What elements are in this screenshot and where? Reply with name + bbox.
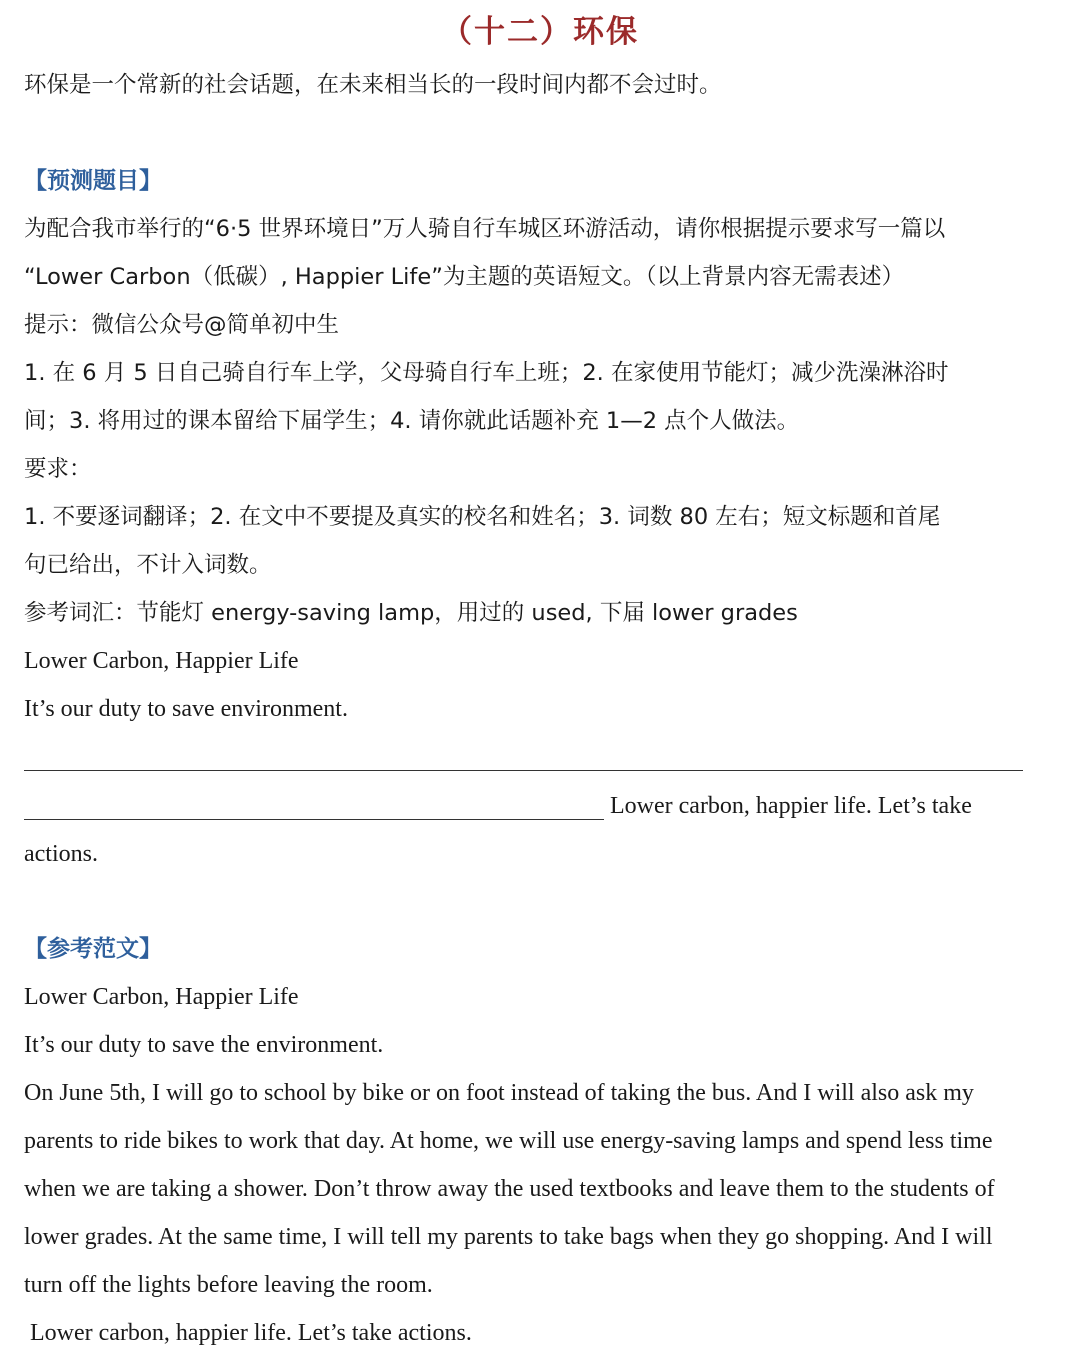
requirements-line-1: 1. 不要逐词翻译；2. 在文中不要提及真实的校名和姓名；3. 词数 80 左右；短文标题和首尾 <box>24 504 941 530</box>
essay-closing: Lower carbon, happier life. Let’s take <box>610 793 972 819</box>
requirements-label: 要求： <box>24 456 92 482</box>
hint-text: 提示：微信公众号@简单初中生 <box>24 312 340 338</box>
essay-closing-end: actions. <box>24 841 98 867</box>
page-title: （十二）环保 <box>441 14 639 50</box>
prompt-line-2: “Lower Carbon（低碳）, Happier Life”为主题的英语短文。（以上背景内容无需表述） <box>24 264 905 290</box>
sample-body-line: turn off the lights before leaving the room. <box>24 1272 433 1298</box>
sample-body-line: parents to ride bikes to work that day. At home, we will use energy-saving lamps and spend less time <box>24 1128 993 1154</box>
sample-body-line: when we are taking a shower. Don’t throw away the used textbooks and leave them to the students of <box>24 1176 995 1202</box>
answer-blank-line-2 <box>24 819 604 820</box>
sample-opening: It’s our duty to save the environment. <box>24 1032 384 1058</box>
intro-text: 环保是一个常新的社会话题，在未来相当长的一段时间内都不会过时。 <box>24 72 722 98</box>
sample-title: Lower Carbon, Happier Life <box>24 984 299 1010</box>
hint-items-line-1: 1. 在 6 月 5 日自己骑自行车上学，父母骑自行车上班；2. 在家使用节能灯；减少洗澡淋浴时 <box>24 360 949 386</box>
hint-items-line-2: 间；3. 将用过的课本留给下届学生；4. 请你就此话题补充 1—2 点个人做法。 <box>24 408 800 434</box>
vocabulary-text: 参考词汇：节能灯 energy-saving lamp，用过的 used, 下届 lower grades <box>24 600 798 626</box>
sample-heading: 【参考范文】 <box>24 936 162 962</box>
sample-closing: Lower carbon, happier life. Let’s take actions. <box>30 1320 472 1346</box>
requirements-line-2: 句已给出，不计入词数。 <box>24 552 272 578</box>
prediction-heading: 【预测题目】 <box>24 168 162 194</box>
sample-body-line: On June 5th, I will go to school by bike or on foot instead of taking the bus. And I will also ask my <box>24 1080 974 1106</box>
essay-opening: It’s our duty to save environment. <box>24 696 348 722</box>
sample-body-line: lower grades. At the same time, I will tell my parents to take bags when they go shopping. And I will <box>24 1224 993 1250</box>
essay-title: Lower Carbon, Happier Life <box>24 648 299 674</box>
answer-blank-line-1 <box>24 770 1023 771</box>
prompt-line-1: 为配合我市举行的“6·5 世界环境日”万人骑自行车城区环游活动，请你根据提示要求写一篇以 <box>24 216 946 242</box>
